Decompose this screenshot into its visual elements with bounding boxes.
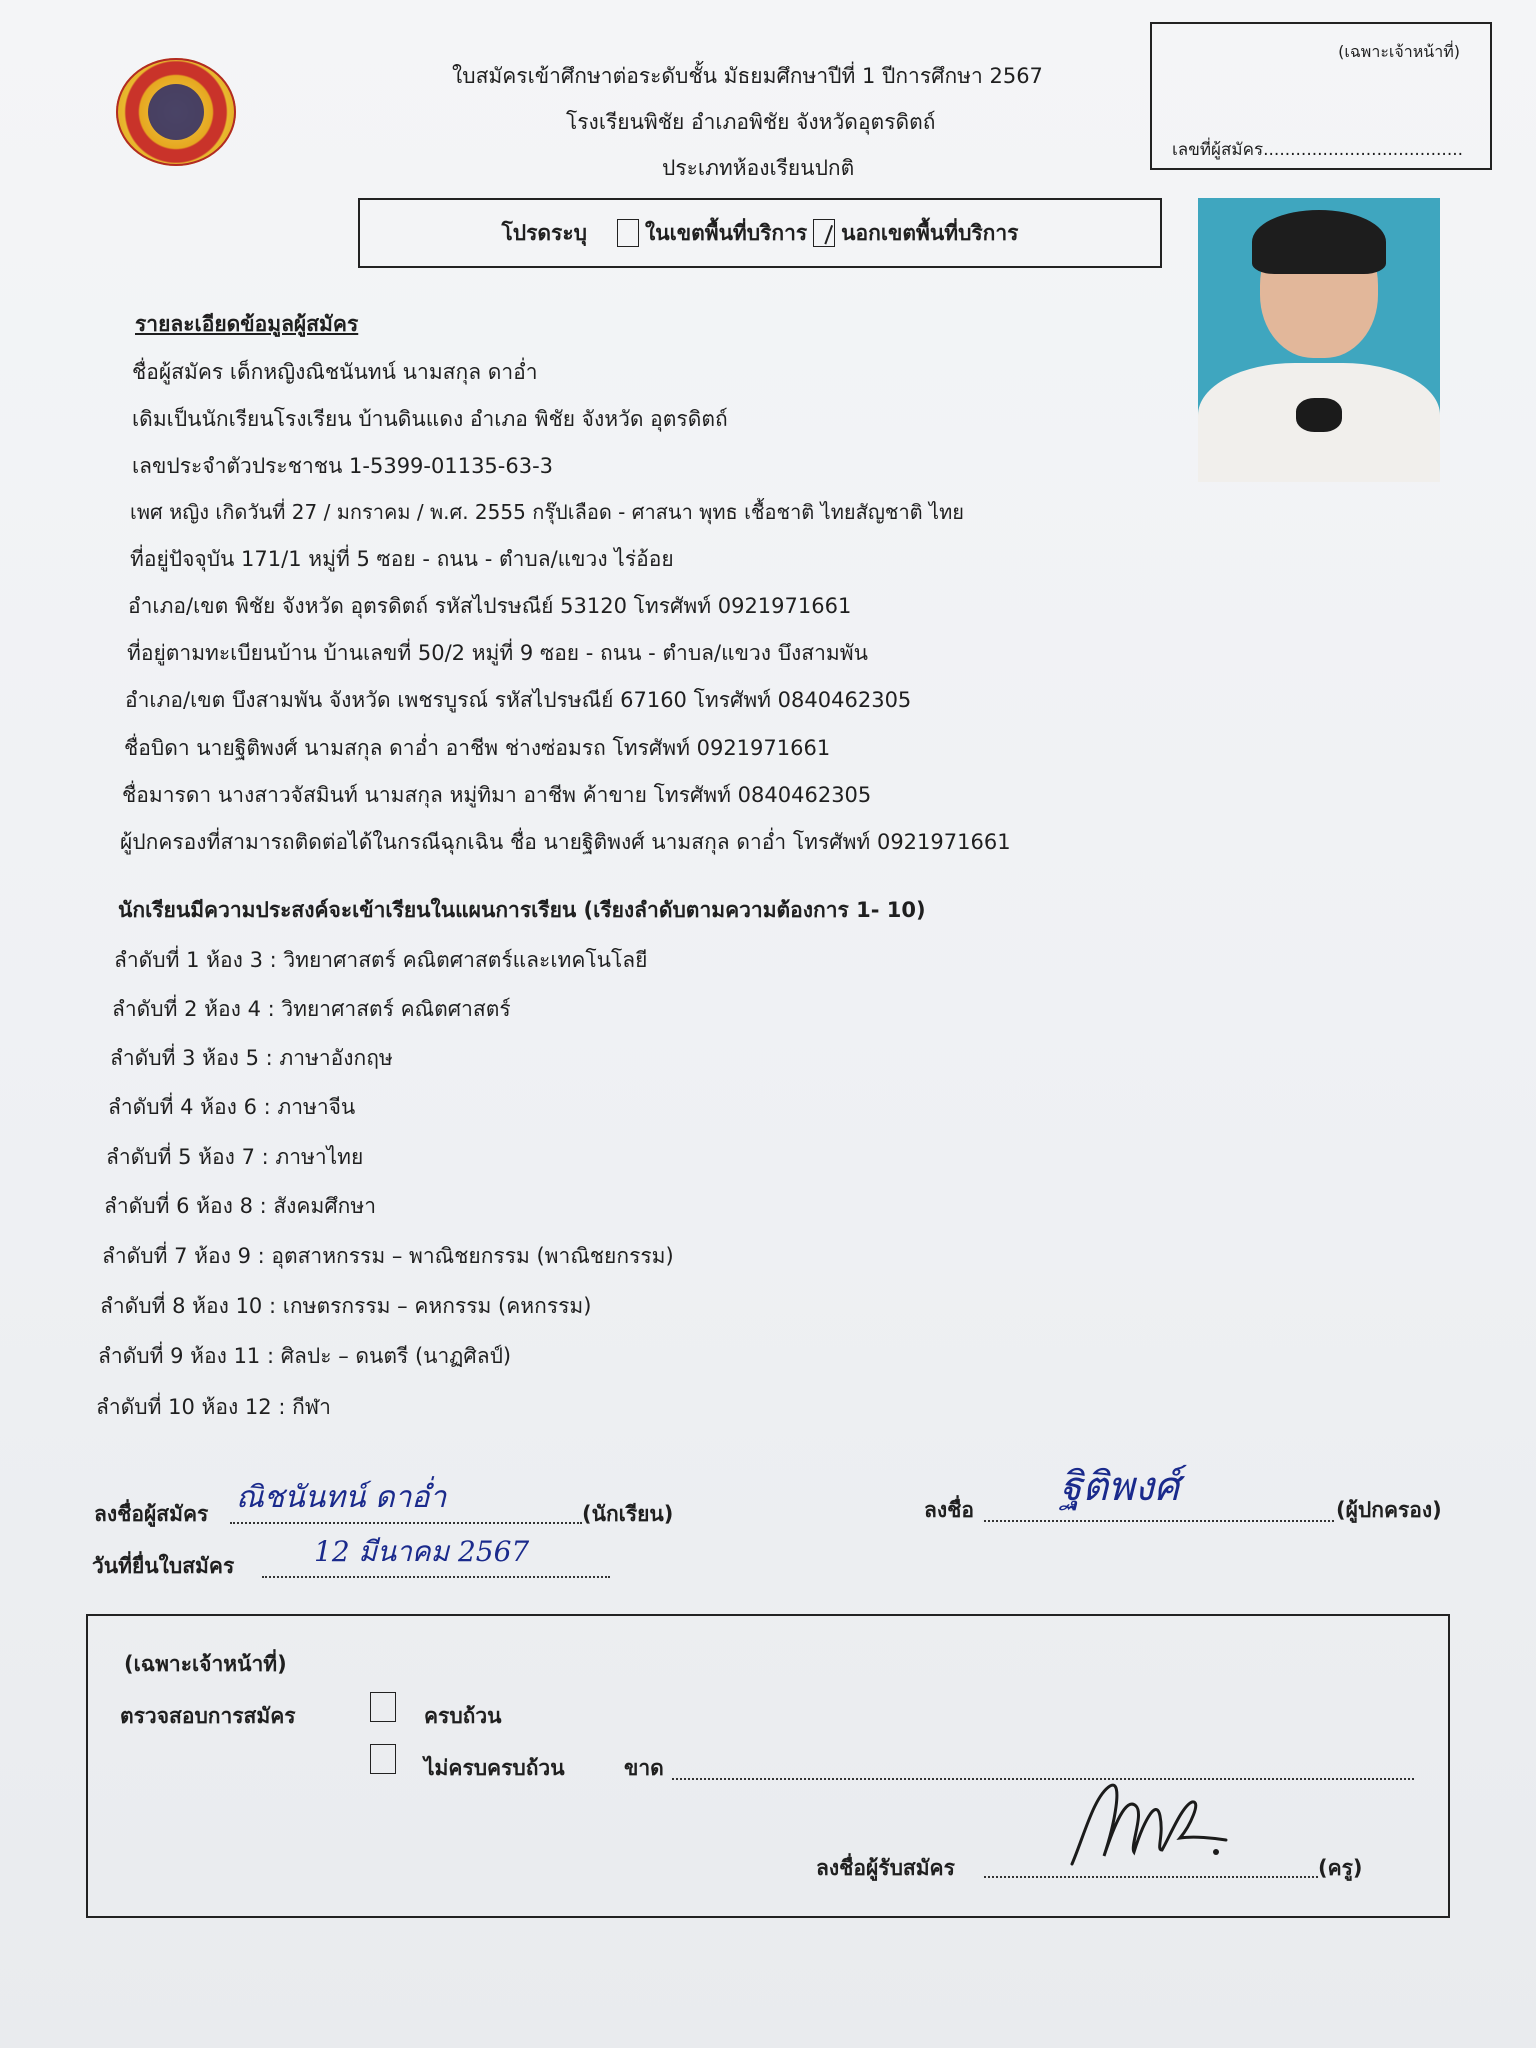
school-name: โรงเรียนพิชัย อำเภอพิชัย จังหวัดอุตรดิตถ์ <box>566 110 936 134</box>
preference-item: ลำดับที่ 2 ห้อง 4 : วิทยาศาสตร์ คณิตศาสตร์ <box>112 997 511 1021</box>
area-out-label: นอกเขตพื้นที่บริการ <box>841 220 1019 245</box>
officer-label: (เฉพาะเจ้าหน้าที่) <box>124 1652 287 1676</box>
submit-date-label: วันที่ยื่นใบสมัคร <box>92 1554 235 1578</box>
area-out-checkbox[interactable] <box>813 219 835 247</box>
classroom-type: ประเภทห้องเรียนปกติ <box>662 156 855 180</box>
preference-item: ลำดับที่ 5 ห้อง 7 : ภาษาไทย <box>106 1145 364 1169</box>
officer-section <box>86 1614 1450 1918</box>
school-seal-logo <box>116 58 236 166</box>
preference-item: ลำดับที่ 4 ห้อง 6 : ภาษาจีน <box>108 1095 356 1119</box>
applicant-sign-label: ลงชื่อผู้สมัคร <box>94 1502 209 1526</box>
preference-item: ลำดับที่ 10 ห้อง 12 : กีฬา <box>96 1395 331 1419</box>
detail-line: ที่อยู่ตามทะเบียนบ้าน บ้านเลขที่ 50/2 หมู่ที่ 9 ซอย - ถนน - ตำบล/แขวง บึงสามพัน <box>127 641 868 665</box>
incomplete-checkbox[interactable] <box>370 1744 396 1774</box>
official-use-box <box>1150 22 1492 170</box>
applicant-role: (นักเรียน) <box>582 1502 674 1526</box>
complete-label: ครบถ้วน <box>424 1704 502 1728</box>
receiver-role: (ครู) <box>1318 1856 1363 1880</box>
preference-heading: นักเรียนมีความประสงค์จะเข้าเรียนในแผนการเรียน (เรียงลำดับตามความต้องการ 1- 10) <box>118 898 926 922</box>
preference-item: ลำดับที่ 7 ห้อง 9 : อุตสาหกรรม – พาณิชยกรรม (พาณิชยกรรม) <box>102 1244 674 1268</box>
applicant-photo <box>1198 198 1440 482</box>
area-in-label: ในเขตพื้นที่บริการ <box>644 220 808 245</box>
incomplete-label: ไม่ครบครบถ้วน <box>424 1756 565 1780</box>
preference-item: ลำดับที่ 1 ห้อง 3 : วิทยาศาสตร์ คณิตศาสตร์และเทคโนโลยี <box>114 948 648 972</box>
detail-line: เดิมเป็นนักเรียนโรงเรียน บ้านดินแดง อำเภอ พิชัย จังหวัด อุตรดิตถ์ <box>132 407 728 431</box>
guardian-signature-handwritten: ฐิติพงศ์ <box>1060 1464 1180 1510</box>
official-label: (เฉพาะเจ้าหน้าที่) <box>1338 42 1460 61</box>
missing-label: ขาด <box>624 1756 664 1780</box>
detail-line: อำเภอ/เขต บึงสามพัน จังหวัด เพชรบูรณ์ รหัสไปรษณีย์ 67160 โทรศัพท์ 0840462305 <box>125 688 912 712</box>
detail-line: ชื่อผู้สมัคร เด็กหญิงณิชนันทน์ นามสกุล ดาอ่ำ <box>132 360 538 384</box>
applicant-number: เลขที่ผู้สมัคร..................................... <box>1172 140 1464 160</box>
preference-item: ลำดับที่ 6 ห้อง 8 : สังคมศึกษา <box>104 1194 376 1218</box>
details-heading: รายละเอียดข้อมูลผู้สมัคร <box>135 312 359 336</box>
preference-item: ลำดับที่ 9 ห้อง 11 : ศิลปะ – ดนตรี (นาฏศิลป์) <box>98 1344 512 1368</box>
form-title: ใบสมัครเข้าศึกษาต่อระดับชั้น มัธยมศึกษาปีที่ 1 ปีการศึกษา 2567 <box>452 64 1043 88</box>
complete-checkbox[interactable] <box>370 1692 396 1722</box>
detail-line: เพศ หญิง เกิดวันที่ 27 / มกราคม / พ.ศ. 2555 กรุ๊ปเลือด - ศาสนา พุทธ เชื้อชาติ ไทยสัญชาติ ไทย <box>130 500 964 524</box>
applicant-sign-line <box>230 1480 582 1524</box>
guardian-sign-label: ลงชื่อ <box>924 1498 974 1522</box>
check-application-label: ตรวจสอบการสมัคร <box>120 1704 296 1728</box>
applicant-signature-handwritten: ณิชนันทน์ ดาอ่ำ <box>236 1480 447 1515</box>
guardian-role: (ผู้ปกครอง) <box>1336 1498 1442 1522</box>
area-in-checkbox[interactable] <box>617 219 639 247</box>
submit-date-handwritten: 12 มีนาคม 2567 <box>314 1535 530 1568</box>
detail-line: ชื่อมารดา นางสาวจัสมินท์ นามสกุล หมู่ทิมา อาชีพ ค้าขาย โทรศัพท์ 0840462305 <box>122 783 872 807</box>
receiver-signature-scribble <box>1064 1766 1234 1876</box>
detail-line: อำเภอ/เขต พิชัย จังหวัด อุตรดิตถ์ รหัสไปรษณีย์ 53120 โทรศัพท์ 0921971661 <box>128 594 852 618</box>
service-area-box <box>358 198 1162 268</box>
guardian-sign-line <box>984 1464 1334 1522</box>
detail-line: ชื่อบิดา นายฐิติพงศ์ นามสกุล ดาอ่ำ อาชีพ ช่างซ่อมรถ โทรศัพท์ 0921971661 <box>124 736 831 760</box>
area-prefix: โปรดระบุ <box>501 220 587 245</box>
detail-line: ที่อยู่ปัจจุบัน 171/1 หมู่ที่ 5 ซอย - ถนน - ตำบล/แขวง ไร่อ้อย <box>130 547 674 571</box>
detail-line: ผู้ปกครองที่สามารถติดต่อได้ในกรณีฉุกเฉิน ชื่อ นายฐิติพงศ์ นามสกุล ดาอ่ำ โทรศัพท์ 0921971661 <box>120 830 1011 854</box>
preference-item: ลำดับที่ 8 ห้อง 10 : เกษตรกรรม – คหกรรม (คหกรรม) <box>100 1294 592 1318</box>
submit-date-line <box>262 1535 610 1578</box>
missing-line <box>672 1748 1414 1780</box>
detail-line: เลขประจำตัวประชาชน 1-5399-01135-63-3 <box>132 454 554 478</box>
preference-item: ลำดับที่ 3 ห้อง 5 : ภาษาอังกฤษ <box>110 1046 393 1070</box>
receiver-sign-label: ลงชื่อผู้รับสมัคร <box>816 1856 955 1880</box>
